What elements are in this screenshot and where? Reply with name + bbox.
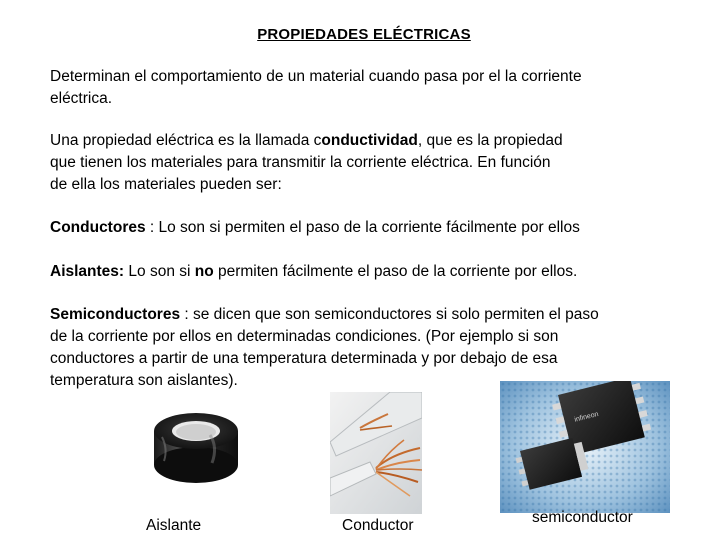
conductivity-bold: onductividad bbox=[321, 132, 418, 149]
semiconductores-line-3: conductores a partir de una temperatura determinada y por debajo de esa bbox=[50, 350, 558, 367]
svg-text:infineon: infineon bbox=[573, 410, 600, 424]
semiconductor-chip-photo bbox=[500, 381, 670, 513]
conductivity-line-2: que tienen los materiales para transmitir la corriente eléctrica. En función bbox=[50, 154, 551, 171]
intro-line-2: eléctrica. bbox=[50, 90, 113, 107]
semiconductores-line-4: temperatura son aislantes). bbox=[50, 372, 238, 389]
intro-paragraph bbox=[50, 66, 700, 110]
insulating-tape-photo bbox=[148, 407, 244, 487]
conductivity-text-a: Una propiedad eléctrica es la llamada c bbox=[50, 132, 322, 149]
caption-semiconductor: semiconductor bbox=[532, 509, 633, 526]
conductivity-paragraph bbox=[50, 130, 700, 196]
copper-cable-photo bbox=[330, 392, 422, 514]
caption-conductor: Conductor bbox=[342, 517, 414, 534]
aislantes-term: Aislantes: bbox=[50, 263, 125, 280]
intro-line-1: Determinan el comportamiento de un material cuando pasa por el la corriente bbox=[50, 68, 582, 85]
semiconductores-paragraph bbox=[50, 304, 700, 392]
semiconductores-line-2: de la corriente por ellos en determinadas condiciones. (Por ejemplo si son bbox=[50, 328, 559, 345]
conductores-text: : Lo son si permiten el paso de la corriente fácilmente por ellos bbox=[145, 219, 580, 236]
aislantes-emphasis: no bbox=[194, 263, 214, 280]
caption-aislante: Aislante bbox=[146, 517, 202, 534]
conductores-paragraph bbox=[50, 217, 700, 239]
conductores-term: Conductores bbox=[50, 219, 146, 236]
aislantes-text-b: permiten fácilmente el paso de la corriente por ellos. bbox=[213, 263, 578, 280]
page-title: PROPIEDADES ELÉCTRICAS bbox=[257, 26, 471, 43]
aislantes-text-a: Lo son si bbox=[124, 263, 195, 280]
conductivity-line-3: de ella los materiales pueden ser: bbox=[50, 176, 282, 193]
aislantes-paragraph bbox=[50, 261, 700, 283]
semiconductores-term: Semiconductores bbox=[50, 306, 181, 323]
semiconductores-line-1: : se dicen que son semiconductores si solo permiten el paso bbox=[180, 306, 599, 323]
conductivity-text-b: , que es la propiedad bbox=[417, 132, 563, 149]
